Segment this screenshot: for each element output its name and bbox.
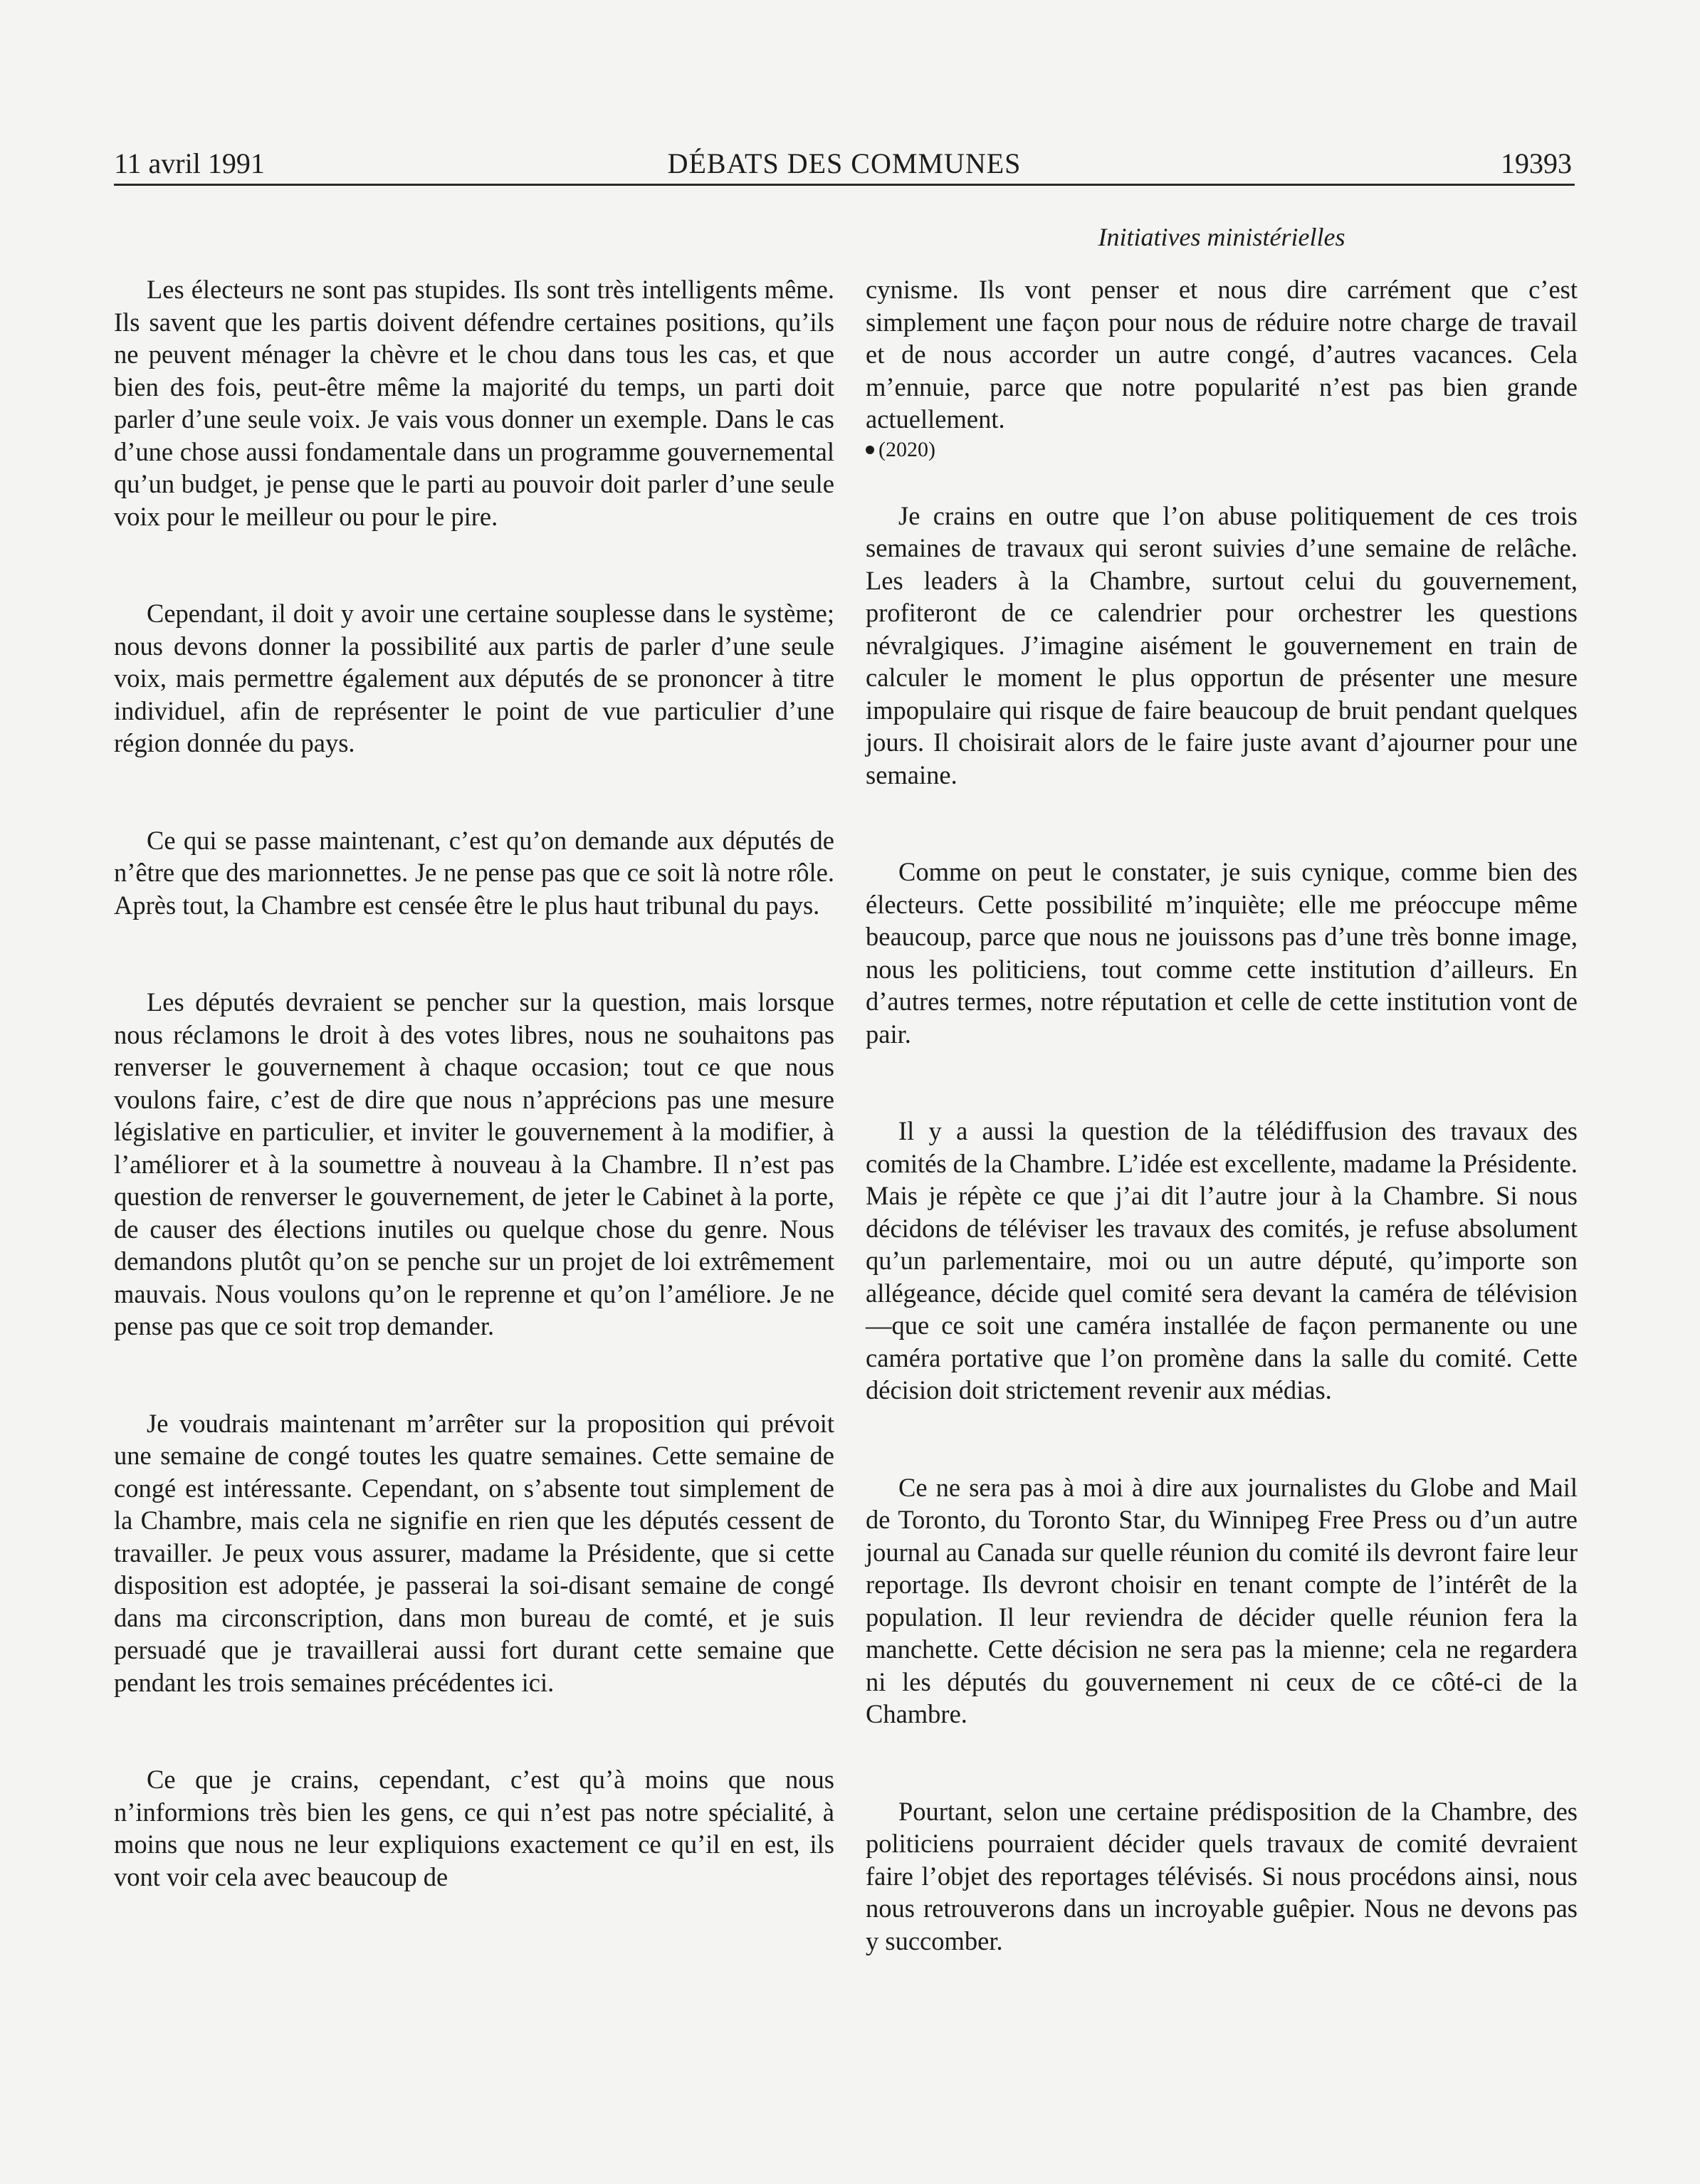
paragraph: Les députés devraient se pencher sur la question, mais lorsque nous réclamons le droit à des votes libres, nous ne souhaitons pas renverser le gouvernement à chaque occasion; tout ce que nous voulons faire, c’est de dire que nous n’apprécions pas une mesure législative en particulier, et inviter le gouvernement à la modifier, à l’améliorer et à la soumettre à nouveau à la Chambre. Il n’est pas question de renverser le gouvernement, de jeter le Cabinet à la porte, de causer des élections inutiles ou quelque chose du genre. Nous demandons plutôt qu’on se penche sur un projet de loi extrêmement mauvais. Nous voulons qu’on le reprenne et qu’on l’améliore. Je ne pense pas que ce soit trop demander.	[114, 987, 834, 1340]
time-marker	[866, 436, 1578, 464]
paragraph: Cependant, il doit y avoir une certaine souplesse dans le système; nous devons donner la possibilité aux partis de parler d’une seule voix, mais permettre également aux députés de se prononcer à titre individuel, afin de représenter le point de vue particulier d’une région donnée du pays.	[114, 599, 834, 757]
continued-paragraph: cynisme. Ils vont penser et nous dire carrément que c’est simplement une façon pour nous de réduire notre charge de travail et de nous accorder un autre congé, d’autres vacances. Cela m’ennuie, parce que notre popularité n’est pas bien grande actuellement.	[866, 275, 1578, 434]
paragraph: Ce que je crains, cependant, c’est qu’à moins que nous n’informions très bien les gens, ce qui n’est pas notre spécialité, à moins que nous ne leur expliquions exactement ce qu’il en est, ils vont voir cela avec beaucoup de	[114, 1765, 834, 1891]
paragraph: Comme on peut le constater, je suis cynique, comme bien des électeurs. Cette possibilité m’inquiète; elle me préoccupe même beaucoup, parce que nous ne jouissons pas d’une très bonne image, nous les politiciens, tout comme cette institution d’ailleurs. En d’autres termes, notre réputation et celle de cette institution vont de pair.	[866, 857, 1578, 1049]
paragraph: Pourtant, selon une certaine prédisposition de la Chambre, des politiciens pourraient décider quels travaux de comité devraient faire l’objet des reportages télévisés. Si nous procédons ainsi, nous nous retrouverons dans un incroyable guêpier. Nous ne devons pas y succomber.	[866, 1796, 1578, 1955]
header-date: 11 avril 1991	[114, 147, 265, 179]
paragraph: Les électeurs ne sont pas stupides. Ils sont très intelligents même. Ils savent que les partis doivent défendre certaines positions, qu’ils ne peuvent ménager la chèvre et le chou dans tous les cas, et que bien des fois, peut-être même la majorité du temps, un parti doit parler d’une seule voix. Je vais vous donner un exemple. Dans le cas d’une chose aussi fondamentale dans un programme gouvernemental qu’un budget, je pense que le parti au pouvoir doit parler d’une seule voix pour le meilleur ou pour le pire.	[114, 275, 834, 531]
paragraph: Je crains en outre que l’on abuse politiquement de ces trois semaines de travaux qui seront suivies d’une semaine de relâche. Les leaders à la Chambre, surtout celui du gouvernement, profiteront de ce calendrier pour orchestrer les questions névralgiques. J’imagine aisément le gouvernement en train de calculer le moment le plus opportun de présenter une mesure impopulaire qui risque de faire beaucoup de bruit pendant quelques jours. Il choisirait alors de le faire juste avant d’ajourner pour une semaine.	[866, 500, 1578, 789]
paragraph: Ce ne sera pas à moi à dire aux journalistes du Globe and Mail de Toronto, du Toronto Star, du Winnipeg Free Press ou d’un autre journal au Canada sur quelle réunion du comité ils devront faire leur reportage. Ils devront choisir en tenant compte de l’intérêt de la population. Il leur reviendra de décider quelle réunion fera la manchette. Cette décision ne sera pas la mienne; cela ne regardera ni les députés du gouvernement ni ceux de ce côté-ci de la Chambre.	[866, 1472, 1578, 1728]
paragraph: Ce qui se passe maintenant, c’est qu’on demande aux députés de n’être que des marionnettes. Je ne pense pas que ce soit là notre rôle. Après tout, la Chambre est censée être le plus haut tribunal du pays.	[114, 825, 834, 920]
section-title: Initiatives ministérielles	[1098, 223, 1345, 251]
bullet-icon	[866, 446, 874, 454]
header-title: DÉBATS DES COMMUNES	[667, 147, 1022, 179]
paragraph: Je voudrais maintenant m’arrêter sur la proposition qui prévoit une semaine de congé toutes les quatre semaines. Cette semaine de congé est intéressante. Cependant, on s’absente tout simplement de la Chambre, mais cela ne signifie en rien que les députés cessent de travailler. Je peux vous assurer, madame la Présidente, que si cette disposition est adoptée, je passerai la soi-disant semaine de congé dans ma circonscription, dans mon bureau de comté, et je suis persuadé que je travaillerai aussi fort durant cette semaine que pendant les trois semaines précédentes ici.	[114, 1408, 834, 1697]
left-column	[114, 273, 834, 1893]
paragraph: Il y a aussi la question de la télédiffusion des travaux des comités de la Chambre. L’idée est excellente, madame la Présidente. Mais je répète ce que j’ai dit l’autre jour à la Chambre. Si nous décidons de téléviser les travaux des comités, je refuse absolument qu’un parlementaire, moi ou un autre député, qu’importe son allégeance, décide quel comité sera devant la caméra de télévision—que ce soit une caméra installée de façon permanente ou une caméra portative que l’on promène dans la salle du comité. Cette décision doit strictement revenir aux médias.	[866, 1116, 1578, 1405]
right-column	[866, 273, 1578, 1957]
page-header	[114, 144, 1575, 186]
page-number: 19393	[1501, 147, 1572, 179]
time-marker-label: (2020)	[878, 437, 935, 461]
